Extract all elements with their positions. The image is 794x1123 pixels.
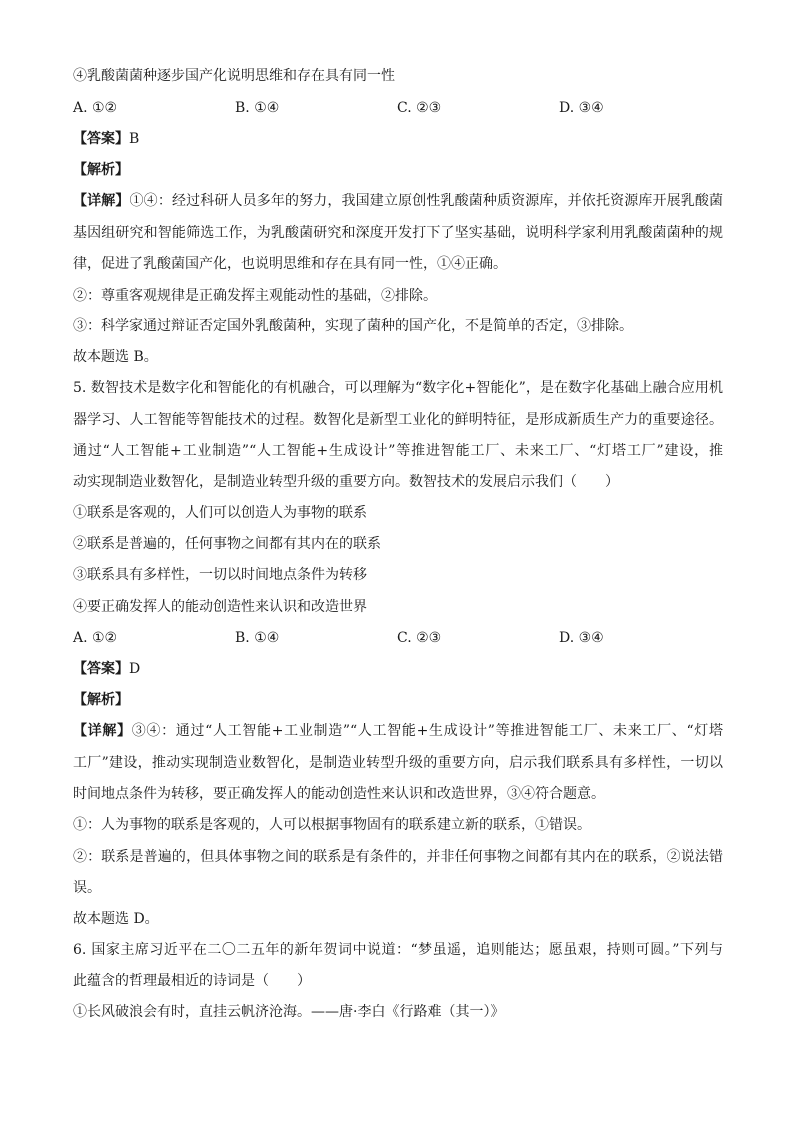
q5-conclusion: 故本题选 D。 [73,911,159,927]
q5-item-2: ②联系是普遍的，任何事物之间都有其内在的联系 [73,536,381,552]
q4-option-a: A. ①② [73,100,118,116]
q6-stem-line-2: 此蕴含的哲理最相近的诗词是（ ） [73,973,311,989]
q5-detail-tag: 【详解】 [73,723,132,739]
q5-item-4: ④要正确发挥人的能动创造性来认识和改造世界 [73,599,367,615]
q6-item-1: ①长风破浪会有时，直挂云帆济沧海。——唐·李白《行路难（其一）》 [73,1004,505,1020]
q5-answer [73,659,723,679]
q4-exclude-2: ②：尊重客观规律是正确发挥主观能动性的基础，②排除。 [73,288,437,304]
q5-item-1: ①联系是客观的，人们可以创造人为事物的联系 [73,505,367,521]
q4-detail-line-1 [73,191,723,211]
q4-detail-line-3: 律，促进了乳酸菌国产化，也说明思维和存在具有同一性，①④正确。 [73,256,507,272]
q5-answer-value: D [129,661,141,677]
q5-stem-line-2: 器学习、人工智能等智能技术的过程。数智化是新型工业化的鲜明特征，是形成新质生产力的重要途径。 [73,412,723,428]
q5-exclude-2-line-2: 误。 [73,880,101,896]
q5-option-c: C. ②③ [397,630,442,646]
q5-detail-line-2: 工厂”建设，推动实现制造业数智化，是制造业转型升级的重要方向，启示我们联系具有多样性，一切以 [73,755,723,771]
q4-detail-line-2: 基因组研究和智能筛选工作，为乳酸菌研究和深度开发打下了坚实基础，说明科学家利用乳酸菌菌种的规 [73,225,723,241]
q5-answer-tag: 【答案】 [73,661,129,677]
q4-answer-tag: 【答案】 [73,131,129,147]
q5-detail-line-3: 时间地点条件为转移，要正确发挥人的能动创造性来认识和改造世界，③④符合题意。 [73,786,605,802]
q5-detail-text-1: ③④：通过“人工智能+工业制造”“人工智能+生成设计”等推进智能工厂、未来工厂、“灯塔 [131,723,723,739]
q4-option-d: D. ③④ [559,100,604,116]
q4-conclusion: 故本题选 B。 [73,349,158,365]
q5-option-d: D. ③④ [559,630,604,646]
q4-answer [73,129,723,149]
q4-option-c: C. ②③ [397,100,442,116]
q5-stem-line-1: 5. 数智技术是数字化和智能化的有机融合，可以理解为“数字化+智能化”，是在数字化基础上融合应用机 [73,380,723,396]
q5-detail-line-1 [73,721,723,741]
q5-exclude-1: ①：人为事物的联系是客观的，人可以根据事物固有的联系建立新的联系，①错误。 [73,817,591,833]
q5-item-3: ③联系具有多样性，一切以时间地点条件为转移 [73,567,367,583]
q5-exclude-2-line-1: ②：联系是普遍的，但具体事物之间的联系是有条件的，并非任何事物之间都有其内在的联系，②说法错 [73,849,723,865]
q4-exclude-3: ③：科学家通过辩证否定国外乳酸菌种，实现了菌种的国产化，不是简单的否定，③排除。 [73,318,633,334]
q5-analysis-tag: 【解析】 [73,692,129,708]
q5-stem-line-4: 动实现制造业数智化，是制造业转型升级的重要方向。数智技术的发展启示我们（ ） [73,474,619,490]
q4-analysis-tag: 【解析】 [73,162,129,178]
q5-option-b: B. ①④ [235,630,280,646]
q4-answer-value: B [129,131,140,147]
q4-option-b: B. ①④ [235,100,280,116]
q6-stem-line-1: 6. 国家主席习近平在二〇二五年的新年贺词中说道：“梦虽遥，追则能达；愿虽艰，持则可圆。”下列与 [73,942,723,958]
q5-option-a: A. ①② [73,630,118,646]
q4-detail-tag: 【详解】 [73,193,130,209]
q5-stem-line-3: 通过“人工智能+工业制造”“人工智能+生成设计”等推进智能工厂、未来工厂、“灯塔工厂”建设，推 [73,443,723,459]
q4-detail-text-1: ①④：经过科研人员多年的努力，我国建立原创性乳酸菌种质资源库，并依托资源库开展乳酸菌 [129,193,724,209]
q4-item-4: ④乳酸菌菌种逐步国产化说明思维和存在具有同一性 [73,68,395,84]
